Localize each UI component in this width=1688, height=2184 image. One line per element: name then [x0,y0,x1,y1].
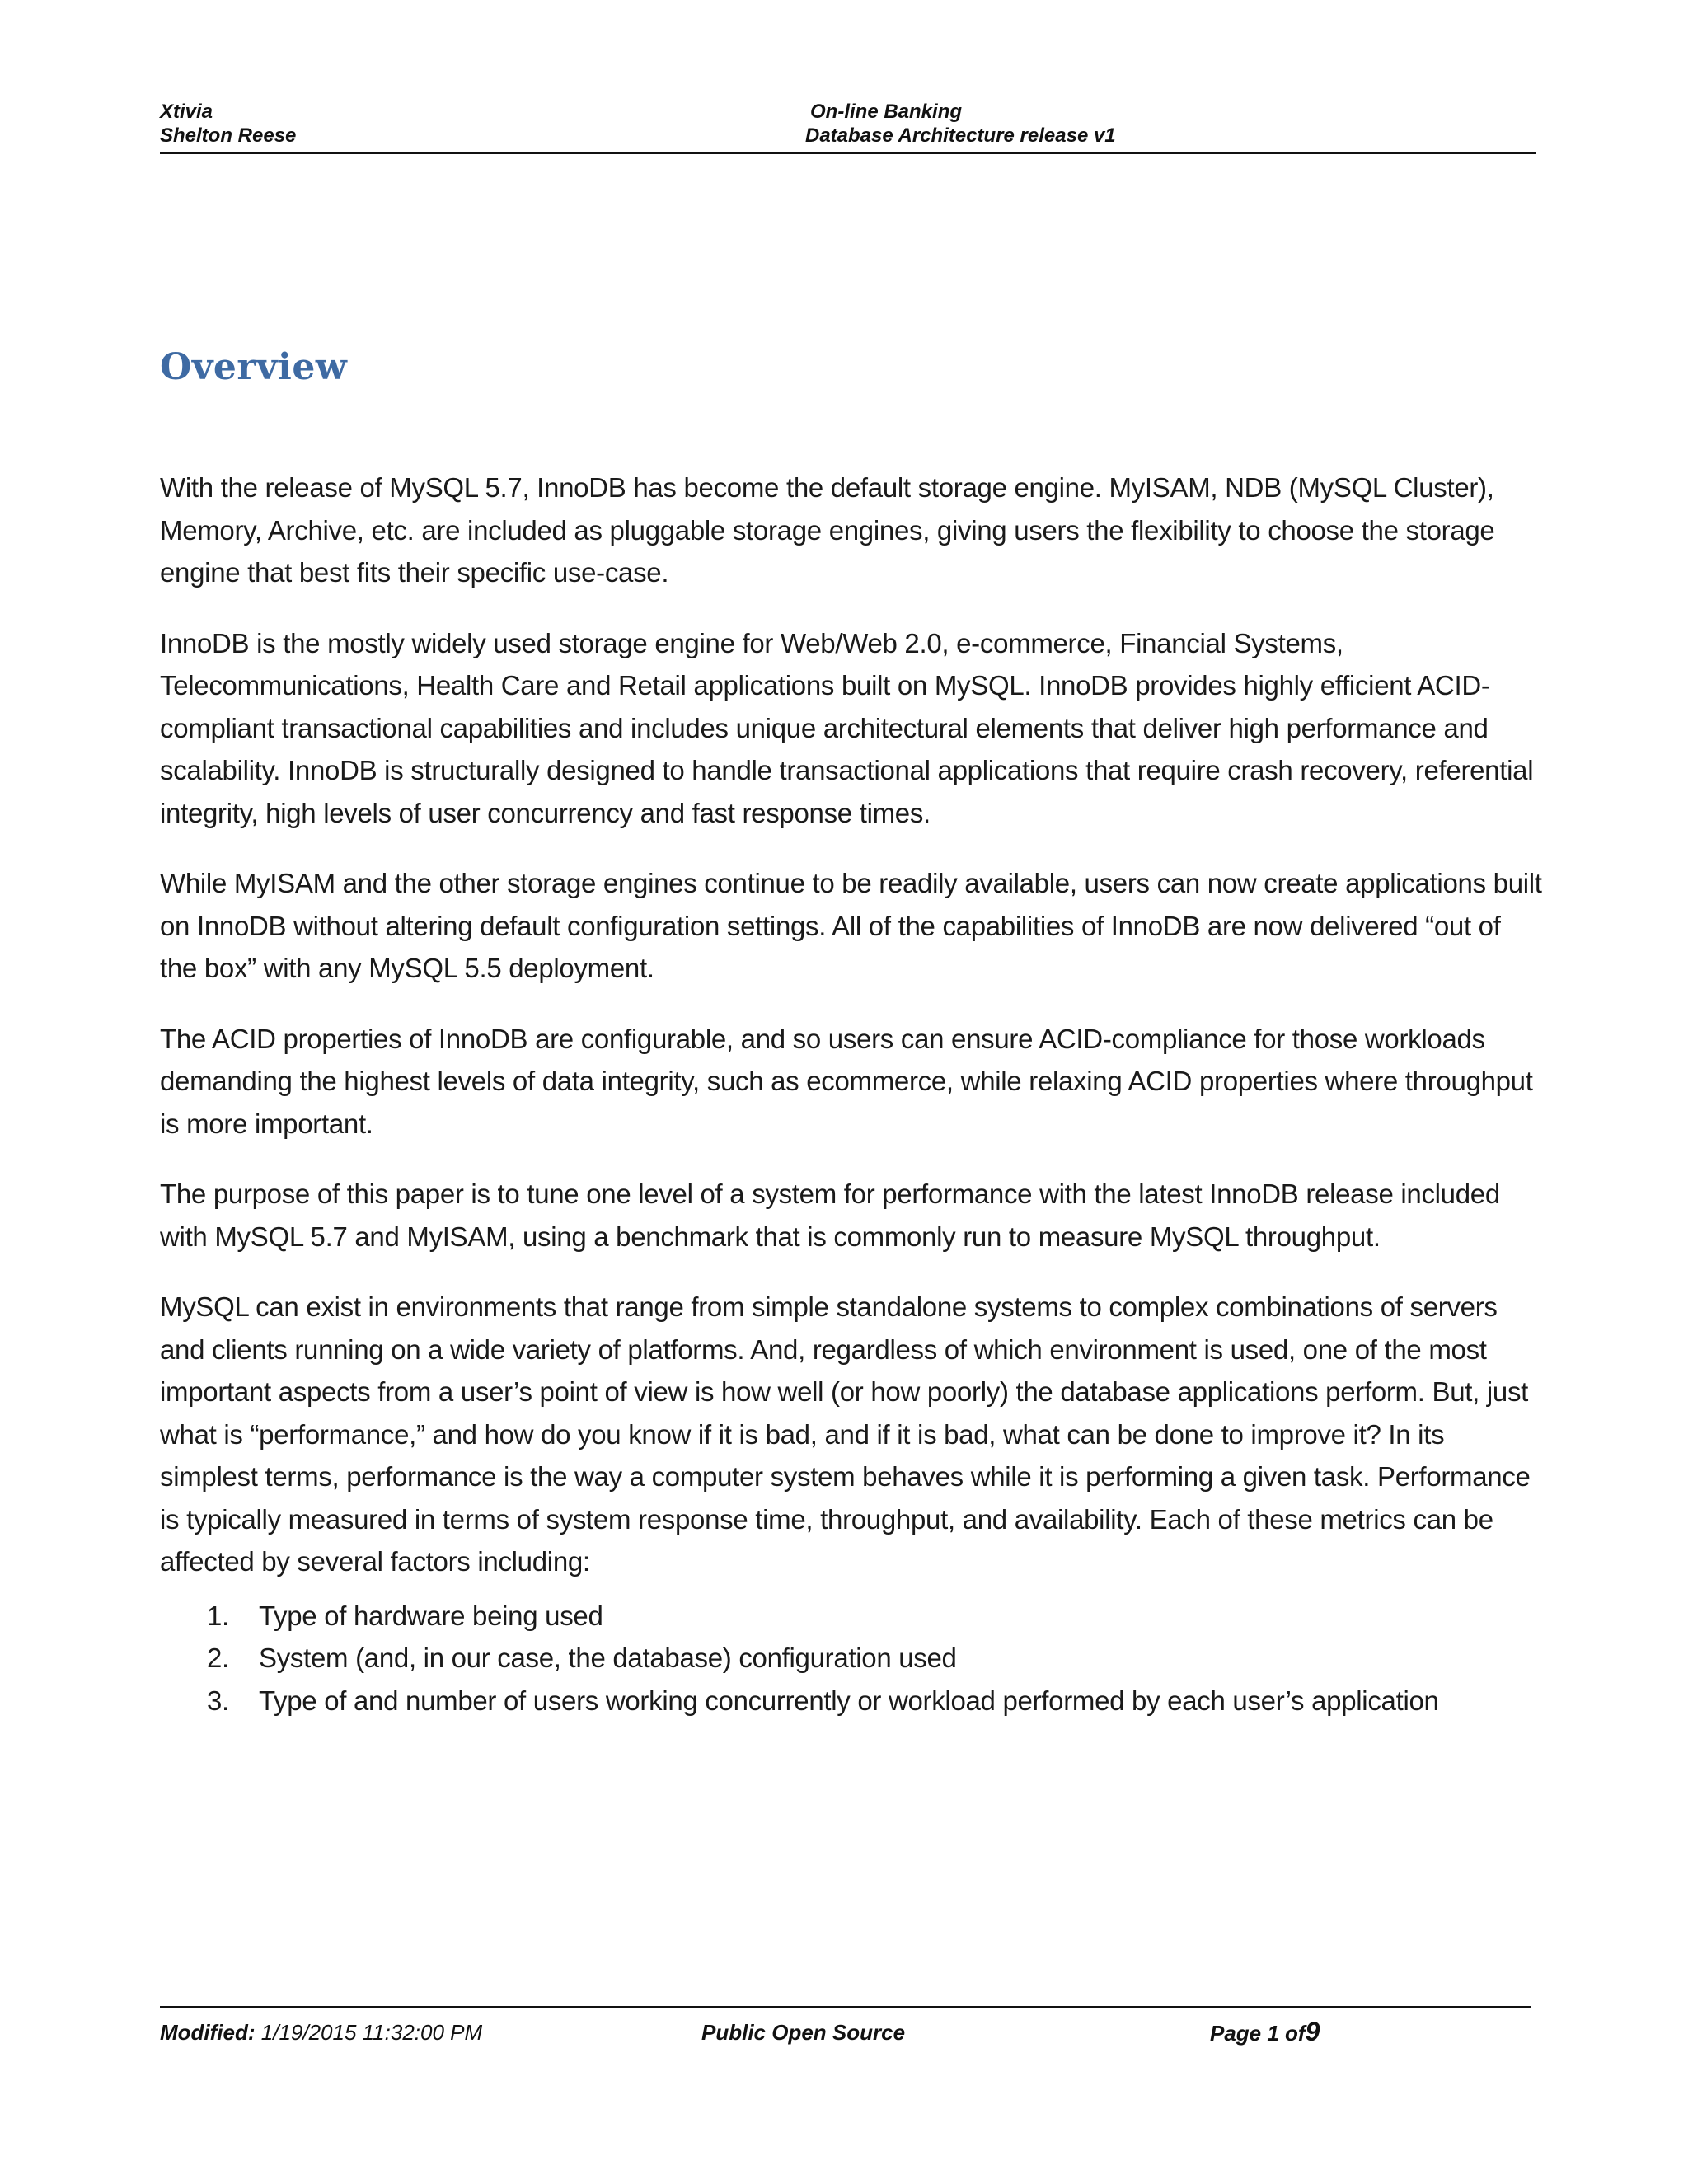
footer-modified-label: Modified: [160,2020,256,2045]
footer-page-number [1210,2017,1320,2047]
paragraph: With the release of MySQL 5.7, InnoDB has become the default storage engine. MyISAM, NDB (MySQL Cluster), Memory, Archive, etc. are included as pluggable storage engines, giving users the flexibility to choose the storage engine that best fits their specific use-case. [160,472,1495,588]
list-item [160,1637,1545,1680]
header-right [805,100,1116,148]
factors-list [160,1595,1545,1722]
footer-page-prefix: Page 1 of [1210,2021,1306,2046]
list-item-text: Type of hardware being used [259,1600,603,1631]
paragraph: The purpose of this paper is to tune one level of a system for performance with the latest InnoDB release included with MySQL 5.7 and MyISAM, using a benchmark that is commonly run to measure MySQL throughput. [160,1179,1500,1252]
paragraph: The ACID properties of InnoDB are configurable, and so users can ensure ACID-compliance for those workloads demanding the highest levels of data integrity, such as ecommerce, while relaxing ACID properties where throughput is more important. [160,1023,1533,1139]
footer-modified [160,2020,482,2046]
page-header [160,97,1536,154]
section-heading: Overview [160,346,348,388]
footer-classification: Public Open Source [701,2020,906,2045]
list-item-text: System (and, in our case, the database) configuration used [259,1643,957,1673]
header-left [160,100,296,148]
page-footer [160,2006,1531,2050]
list-item [160,1595,1545,1638]
paragraph: InnoDB is the mostly widely used storage engine for Web/Web 2.0, e-commerce, Financial Systems, Telecommunications, Health Care and Retail applications built on MySQL. InnoDB provides highly efficient ACID-compliant transactional capabilities and includes unique architectural elements that deliver high performance and scalability. InnoDB is structurally designed to handle transactional applications that require crash recovery, referential integrity, high levels of user concurrency and fast response times. [160,627,1534,828]
list-item [160,1680,1545,1722]
list-item-text: Type of and number of users working concurrently or workload performed by each user’s application [259,1685,1439,1716]
footer-page-total: 9 [1305,2017,1320,2046]
footer-modified-value: 1/19/2015 11:32:00 PM [260,2020,483,2045]
header-document-title: Database Architecture release v1 [805,124,1116,147]
header-author: Shelton Reese [160,124,297,147]
list-item-number: 1. [207,1600,229,1631]
header-company: Xtivia [160,101,213,123]
paragraph: While MyISAM and the other storage engines continue to be readily available, users can now create applications built on InnoDB without altering default configuration settings. All of the capabilities of InnoDB are now delivered “out of the box” with any MySQL 5.5 deployment. [160,868,1542,983]
list-item-number: 3. [207,1685,229,1716]
header-project: On-line Banking [810,101,963,123]
document-body [160,466,1545,1722]
list-item-number: 2. [207,1643,229,1673]
paragraph: MySQL can exist in environments that range from simple standalone systems to complex combinations of servers and clients running on a wide variety of platforms. And, regardless of which environment is used, one of the most important aspects from a user’s point of view is how well (or how poorly) the database applications perform. But, just what is “performance,” and how do you know if it is bad, and if it is bad, what can be done to improve it? In its simplest terms, performance is the way a computer system behaves while it is performing a given task. Performance is typically measured in terms of system response time, throughput, and availability. Each of these metrics can be affected by several factors including: [160,1291,1531,1577]
